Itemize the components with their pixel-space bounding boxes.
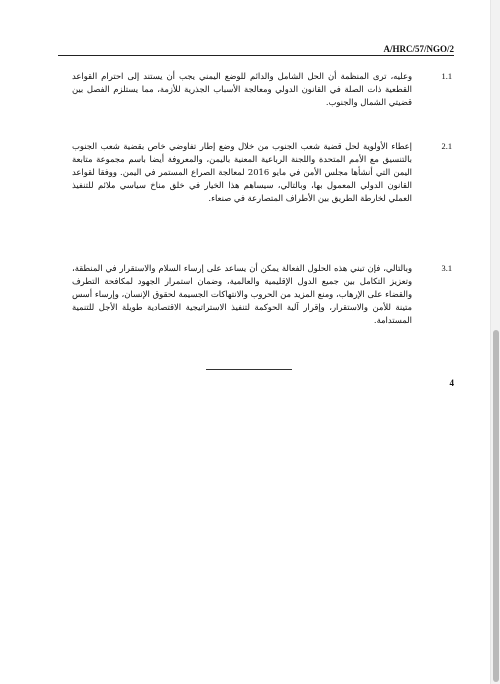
document-symbol: A/HRC/57/NGO/2 xyxy=(383,44,454,54)
page-number: 4 xyxy=(449,378,454,388)
vertical-scrollbar[interactable] xyxy=(490,0,500,684)
scrollbar-thumb[interactable] xyxy=(493,330,499,682)
end-rule xyxy=(206,369,292,370)
paragraph-text: وبالتالي، فإن تبني هذه الحلول الفعالة يمكن أن يساعد على إرساء السلام والاستقرار في المنطقة، وتعزيز التكامل بين جميع الدول الإقليمية والعالمية، وضمان استمرار الجهود لمكافحة التطرف والقضاء على الإرهاب، ومنع المزيد من الحروب والانتهاكات الجسيمة لحقوق الإنسان، وإرساء أسس متينة للأمن والاستقرار، وإقرار آلية الحوكمة لتنفيذ الاستراتيجية الاقتصادية طويلة الأجل للتنمية المستدامة. xyxy=(72,263,412,325)
header-rule xyxy=(58,55,454,56)
paragraph-text: إعطاء الأولوية لحل قضية شعب الجنوب من خلال وضع إطار تفاوضي خاص بقضية شعب الجنوب بالتنسيق مع الأمم المتحدة واللجنة الرباعية المعنية باليمن، والمعروفة أيضا باسم مجموعة متابعة اليمن التي أنشأها مجلس الأمن في مايو 2016 لمعالجة الصراع المستمر في اليمن. ووفقا لقواعد القانون الدولي المعمول بها، وبالتالي، سيساهم هذا الخيار في خلق مناخ سياسي ملائم للتنفيذ العملي لخارطة الطريق بين الأطراف المتصارعة في صنعاء. xyxy=(72,141,412,203)
paragraph-text: وعليه، ترى المنظمة أن الحل الشامل والدائم للوضع اليمني يجب أن يستند إلى احترام القواعد القطعية ذات الصلة في القانون الدولي ومعالجة الأسباب الجذرية للأزمة، مما يستلزم الفصل بين قضيتي الشمال والجنوب. xyxy=(72,71,412,107)
paragraph-number: 3.1 xyxy=(441,264,452,273)
paragraph-number: 1.1 xyxy=(441,72,452,81)
paragraph-number: 2.1 xyxy=(441,142,452,151)
